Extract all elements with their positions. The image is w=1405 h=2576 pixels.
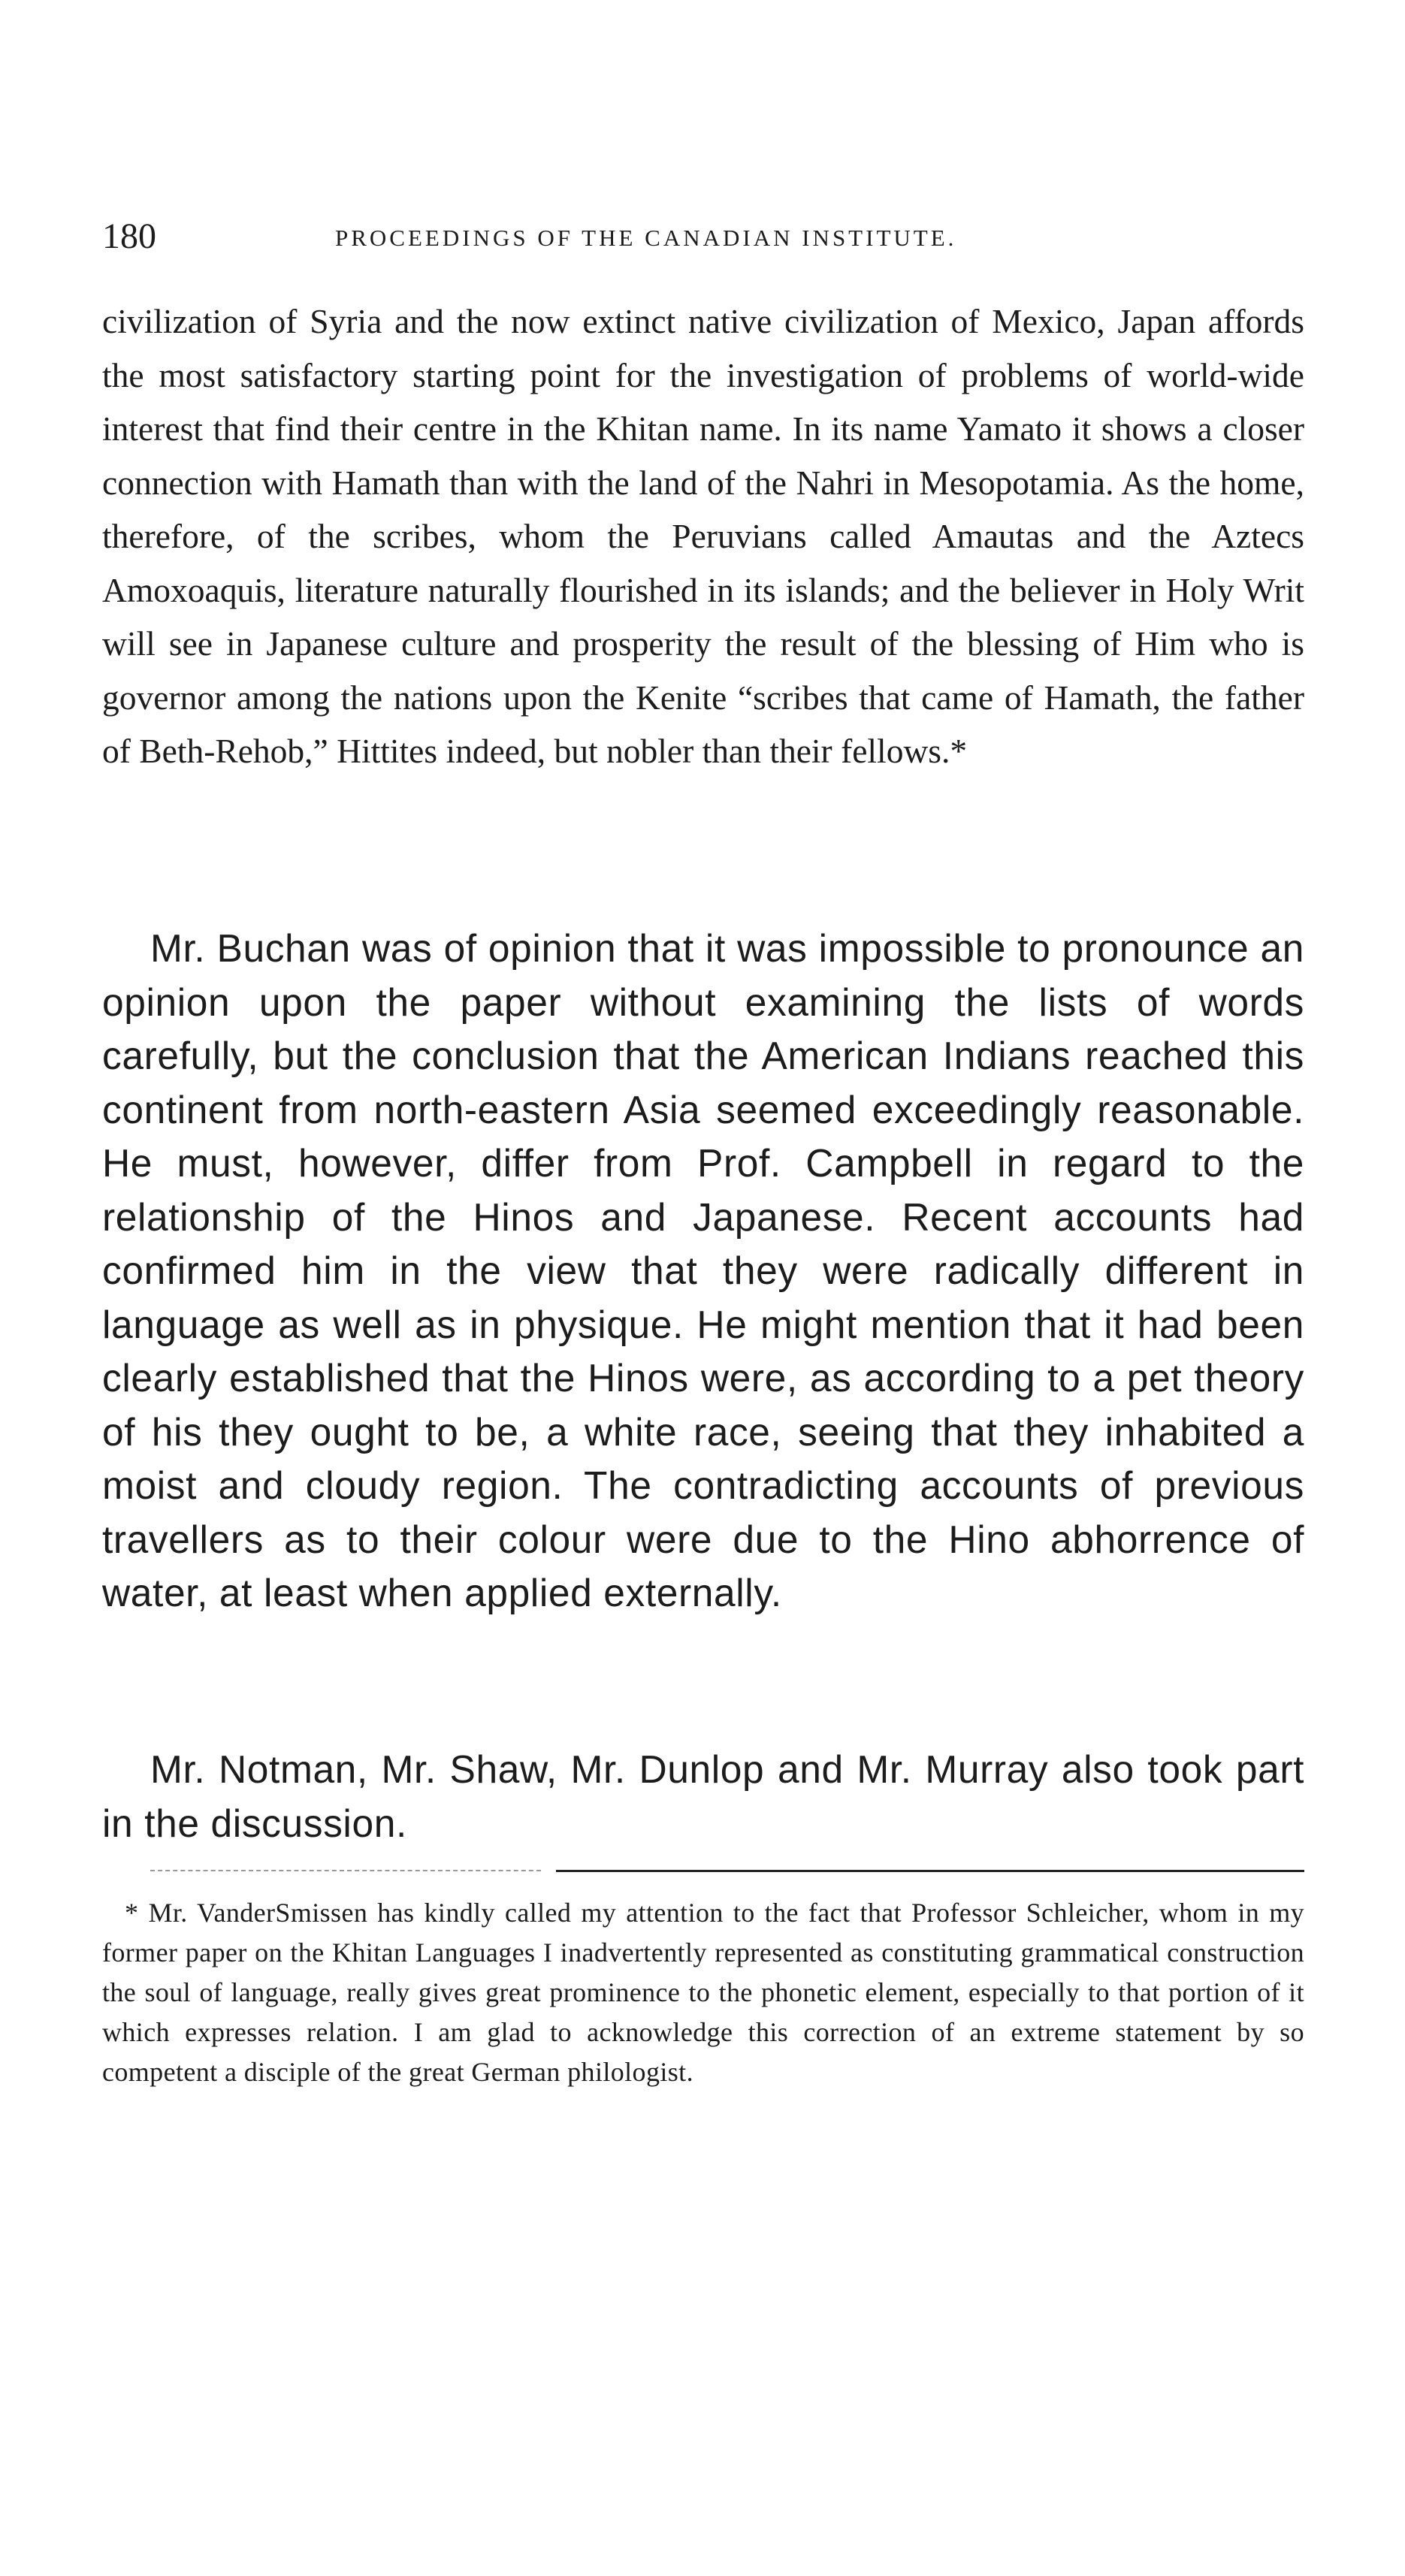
running-title: PROCEEDINGS OF THE CANADIAN INSTITUTE. <box>335 225 957 251</box>
running-head <box>102 214 1304 259</box>
body-paragraph-3: Mr. Notman, Mr. Shaw, Mr. Dunlop and Mr. Murray also took part in the discussion. <box>102 1747 1304 1845</box>
footnote-rule-faint <box>150 1870 541 1873</box>
footnote: * Mr. VanderSmissen has kindly called my attention to the fact that Professor Schleicher, whom in my former paper on the Khitan Languages I inadvertently represented as constituting grammatical construction the soul of language, really gives great prominence to the phonetic element, especially to that portion of it which expresses relation. I am glad to acknowledge this correction of an extreme statement by so competent a disciple of the great German philologist. <box>102 1898 1304 2087</box>
page-number: 180 <box>102 216 156 256</box>
body-paragraph-2: Mr. Buchan was of opinion that it was impossible to pronounce an opinion upon the paper without examining the lists of words carefully, but the conclusion that the American Indians reached this continent from north-eastern Asia seemed exceedingly reasonable. He must, however, differ from Prof. Campbell in regard to the relationship of the Hinos and Japanese. Recent accounts had confirmed him in the view that they were radically different in language as well as in physique. He might mention that it had been clearly established that the Hinos were, as according to a pet theory of his they ought to be, a white race, seeing that they inhabited a moist and cloudy region. The contradicting accounts of previous travellers as to their colour were due to the Hino abhorrence of water, at least when applied externally. <box>102 926 1304 1614</box>
body-paragraph-1: civilization of Syria and the now extinct native civilization of Mexico, Japan affords the most satisfactory starting point for the investigation of problems of world-wide interest that find their centre in the Khitan name. In its name Yamato it shows a closer connection with Hamath than with the land of the Nahri in Mesopotamia. As the home, therefore, of the scribes, whom the Peruvians called Amautas and the Aztecs Amoxoaquis, literature naturally flourished in its islands; and the believer in Holy Writ will see in Japanese culture and prosperity the result of the blessing of Him who is governor among the nations upon the Kenite “scribes that came of Hamath, the father of Beth-Rehob,” Hittites indeed, but nobler than their fellows.* <box>102 302 1304 770</box>
footnote-rule <box>556 1870 1304 1872</box>
